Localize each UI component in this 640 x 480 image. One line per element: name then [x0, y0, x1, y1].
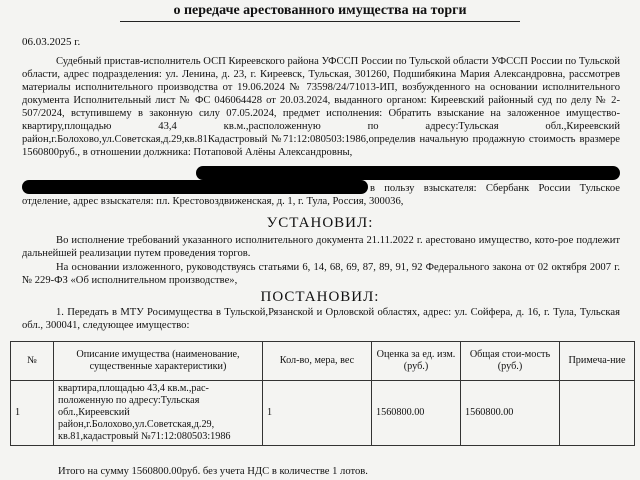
header-unit-price: Оценка за ед. изм. (руб.) — [372, 342, 461, 381]
total-summary: Итого на сумму 1560800.00руб. без учета НДС в количестве 1 лотов. — [58, 466, 368, 477]
resolved-paragraph-1 — [22, 306, 620, 332]
heading-established: УСТАНОВИЛ: — [266, 215, 374, 231]
cell-notes — [560, 381, 635, 446]
cell-num: 1 — [11, 381, 54, 446]
intro-text-a: Судебный пристав-исполнитель ОСП Киреевского района УФССП России по Тульской области УФССП России по Тульской области, адрес подразделения: ул. Ленина, д. 23, г. Киреевск, Тульская, 301260, Подшибякина Мария Александровна, рассмотрев материалы исполнительного производства от 19.06.2024 № 73598/24/71013-ИП, возбужденного на основании исполнительного документа Исполнительный лист № ФС 046064428 от 20.03.2024, выданного органом: Киреевский районный суд по делу № 2-507/2024, вступившему в законную силу 07.05.2024, предмет исполнения: Обратить взыскание на заложенное имущество-квартиру,площадью 43,4 кв.м.,расположенную по адресу:Тульская обл.,Киреевский район,г.Болохово,ул.Советская,д.29,кв.81Кадастровый №71:12:080503:1986,определив начальную продажную стоимость вразмере 1560800руб., в отношении должника: Потаповой Алёны Александровны, — [22, 56, 620, 158]
cell-unit-price: 1560800.00 — [372, 381, 461, 446]
cell-desc: квартира,площадью 43,4 кв.м.,рас-положенную по адресу:Тульская обл.,Киреевский район,г.Болохово,ул.Советская,д.29, кв.81,кадастровый №71:12:080503:1986 — [54, 381, 263, 446]
property-table — [10, 341, 635, 446]
cell-qty: 1 — [263, 381, 372, 446]
established-paragraph-1 — [22, 234, 620, 260]
header-qty: Кол-во, мера, вес — [263, 342, 372, 381]
header-num: № — [11, 342, 54, 381]
established-paragraph-2 — [22, 261, 620, 287]
established-text-2: На основании изложенного, руководствуясь статьями 6, 14, 68, 69, 87, 89, 91, 92 Федерального закона от 02 октября 2007 г. № 229-ФЗ «Об исполнительном производстве», — [22, 262, 620, 286]
intro-paragraph — [22, 55, 620, 159]
established-text-1: Во исполнение требований указанного исполнительного документа 21.11.2022 г. арестовано имущество, кото-рое подлежит дальнейшей реализации путем проведения торгов. — [22, 235, 620, 259]
document-title: о передаче арестованного имущества на торги — [173, 3, 467, 18]
header-total: Общая стои-мость (руб.) — [461, 342, 560, 381]
table-row — [11, 381, 635, 446]
header-desc: Описание имущества (наименование, существенные характеристики) — [54, 342, 263, 381]
redaction-bar-1 — [196, 166, 620, 180]
table-header-row — [11, 342, 635, 381]
title-underline — [120, 21, 520, 22]
header-notes: Примеча-ние — [560, 342, 635, 381]
intro-paragraph-b: в пользу взыскателя: Сбербанк России Тульское отделение, адрес взыскателя: пл. Крестовоздвиженская, д. 1, г. Тула, Россия, 300036, — [22, 183, 620, 207]
cell-total: 1560800.00 — [461, 381, 560, 446]
resolved-text-1: 1. Передать в МТУ Росимущества в Тульской,Рязанской и Орловской областях, адрес: ул. Сойфера, д. 16, г. Тула, Тульская обл., 300041, следующее имущество: — [22, 307, 620, 331]
heading-resolved: ПОСТАНОВИЛ: — [260, 289, 380, 305]
document-date: 06.03.2025 г. — [22, 36, 81, 48]
